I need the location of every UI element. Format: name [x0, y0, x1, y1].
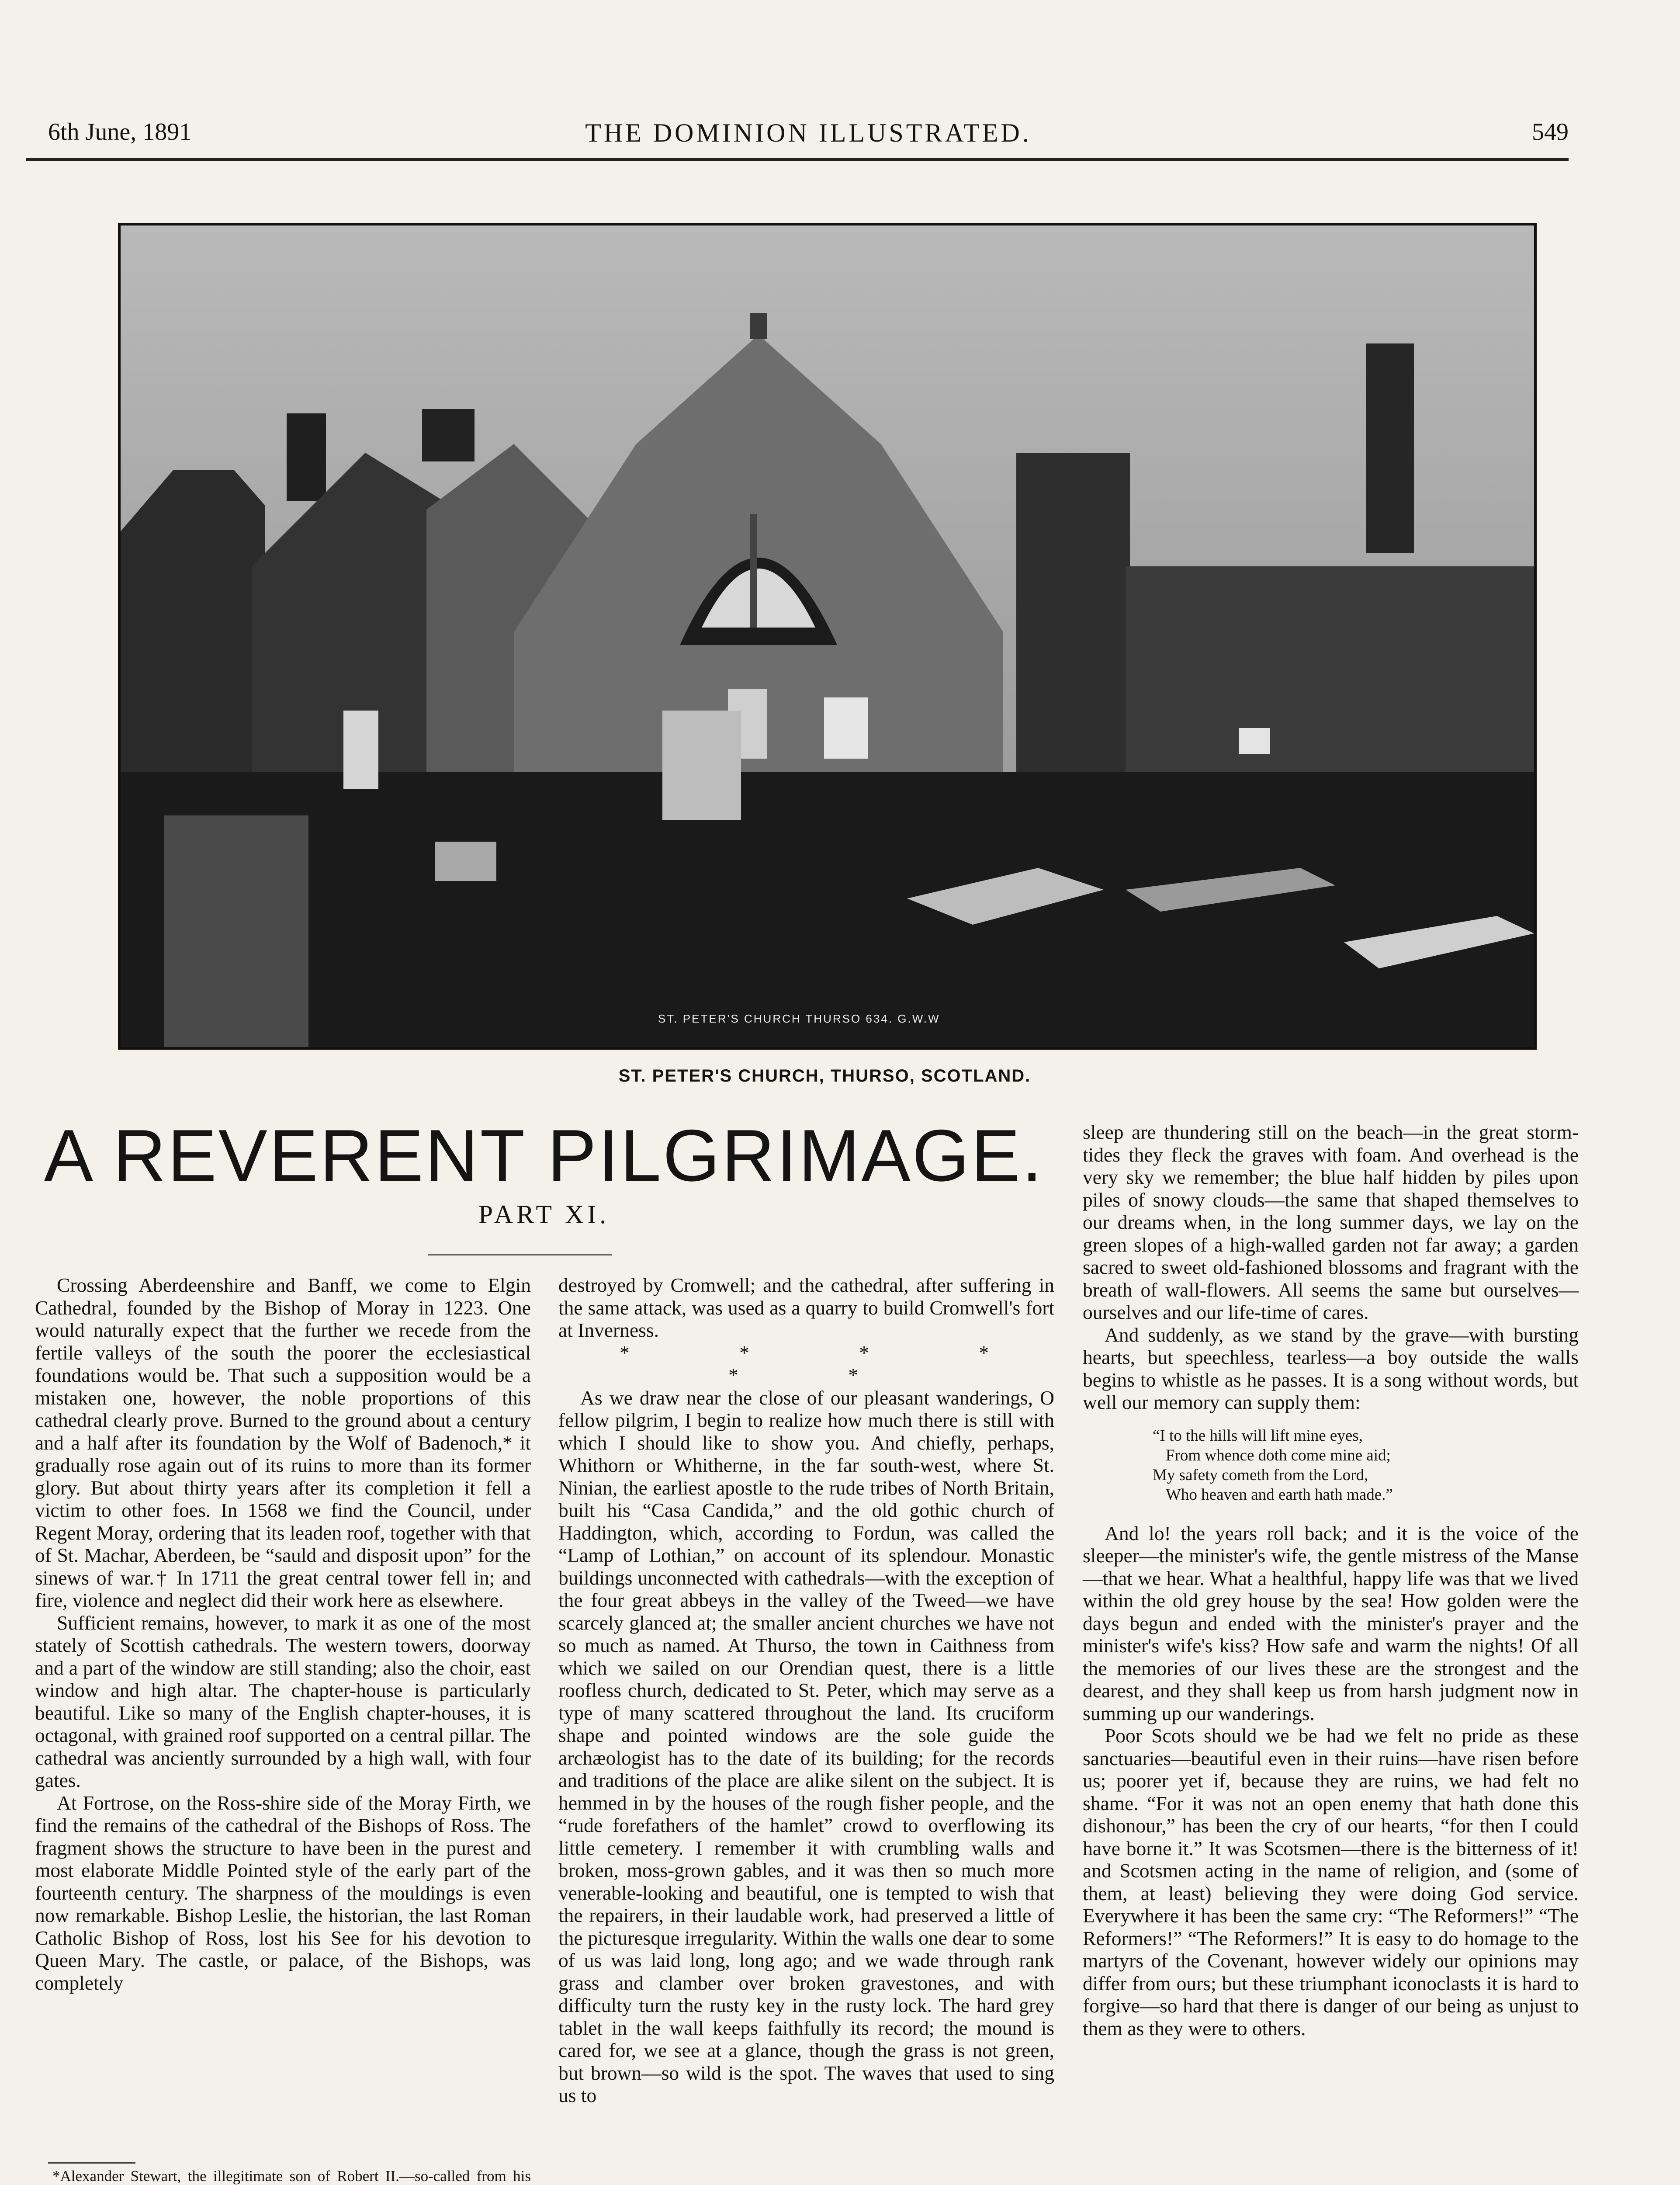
church-photograph	[118, 223, 1537, 1050]
article-title: A REVERENT PILGRIMAGE.	[44, 1114, 1044, 1197]
footnotes	[35, 2168, 531, 2185]
title-rule	[428, 1254, 612, 1256]
page-header	[48, 118, 1569, 157]
poem-line: Who heaven and earth hath made.”	[1166, 1485, 1393, 1504]
paragraph: And suddenly, as we stand by the grave—with bursting hearts, but speechless, tearless—a boy outside the walls begins to whistle as he passes. It is a song without words, but well our memory can supply them:	[1083, 1323, 1579, 1413]
poem	[1083, 1426, 1579, 1505]
paragraph: Crossing Aberdeenshire and Banff, we come to Elgin Cathedral, founded by the Bishop of Moray in 1223. One would naturally expect that the further we recede from the fertile valleys of the south the poorer the ecclesiastical foundations would be. That such a supposition would be a mistaken one, however, the noble proportions of this cathedral clearly prove. Burned to the ground about a century and a half after its foundation by the Wolf of Badenoch,* it gradually rose again out of its ruins to more than its former glory. But about thirty years after its completion it fell a victim to other foes. In 1568 we find the Council, under Regent Moray, ordering that its leaden roof, together with that of St. Machar, Aberdeen, be “sauld and disposit upon” for the sinews of war.† In 1711 the great central tower fell in; and fire, violence and neglect did their work here as elsewhere.	[35, 1274, 531, 1611]
paragraph: And lo! the years roll back; and it is the voice of the sleeper—the minister's wife, the gentle mistress of the Manse—that we hear. What a healthful, happy life was that we lived within the old grey house by the sea! How golden were the days begun and ended with the minister's prayer and the minister's wife's kiss? How safe and warm the nights! Of all the memories of our lives these are the strongest and the dearest, and they shall keep us from harsh judgment now in summing up our wanderings.	[1083, 1522, 1579, 1724]
issue-date: 6th June, 1891	[48, 118, 192, 146]
photo-inscription: ST. PETER'S CHURCH THURSO 634. G.W.W	[658, 1012, 940, 1025]
photo-caption: ST. PETER'S CHURCH, THURSO, SCOTLAND.	[618, 1066, 1031, 1086]
paragraph: sleep are thundering still on the beach—in the great storm-tides they fleck the graves with foam. And overhead is the very sky we remember; the blue half hidden by piles upon piles of snowy clouds—the same that shaped themselves to our dreams when, in the long summer days, we lay on the green slopes of a high-walled garden not far away; a garden sacred to sweet old-fashioned blossoms and fragrant with the breath of wall-flowers. All seems the same but ourselves—ourselves and our life-time of cares.	[1083, 1121, 1579, 1323]
poem-line: From whence doth come mine aid;	[1166, 1446, 1391, 1464]
paragraph: As we draw near the close of our pleasant wanderings, O fellow pilgrim, I begin to realize how much there is still with which I should like to show you. And chiefly, perhaps, Whithorn or Whitherne, in the far south-west, where St. Ninian, the earliest apostle to the rude tribes of North Britain, built his “Casa Candida,” and the old gothic church of Haddington, which, according to Fordun, was called the “Lamp of Lothian,” on account of its splendour. Monastic buildings unconnected with cathedrals—with the exception of the four great abbeys in the valley of the Tweed—we have scarcely glanced at; the smaller ancient churches we have not so much as named. At Thurso, the town in Caithness from which we sailed on our Orendian quest, there is a little roofless church, dedicated to St. Peter, which may serve as a type of many scattered throughout the land. Its cruciform shape and pointed windows are the sole guide the archæologist has to the date of its building; for the records and traditions of the place are alike silent on the subject. It is hemmed in by the houses of the rough fisher people, and the “rude forefathers of the hamlet” crowd to overflowing its little cemetery. I remember it with crumbling walls and broken, moss-grown gables, and it was then so much more venerable-looking and beautiful, one is tempted to wish that the repairers, in their laudable work, had preserved a little of the picturesque irregularity. Within the walls one dear to some of us was laid long, long ago; and we wade through rank grass and clamber over broken gravestones, and with difficulty turn the rusty key in the rusty lock. The hard grey tablet in the wall keeps faithfully its record; the mound is cared for, we see at a glance, though the grass is not green, but brown—so wild is the spot. The waves that used to sing us to	[558, 1386, 1054, 2106]
article-part: PART XI.	[478, 1200, 610, 1229]
masthead: THE DOMINION ILLUSTRATED.	[585, 118, 1032, 147]
paragraph: destroyed by Cromwell; and the cathedral, after suffering in the same attack, was used as a quarry to build Cromwell's fort at Inverness.	[558, 1274, 1054, 1341]
footnote-rule	[48, 2162, 135, 2164]
poem-line: My safety cometh from the Lord,	[1153, 1466, 1368, 1484]
column-3	[1083, 1121, 1579, 2039]
page-number: 549	[1532, 118, 1569, 146]
footnote: *Alexander Stewart, the illegitimate son of Robert II.—so-called from his	[52, 2168, 531, 2185]
section-break: * * * * * *	[619, 1341, 1042, 1386]
paragraph: Sufficient remains, however, to mark it as one of the most stately of Scottish cathedrals. The western towers, doorway and a part of the window are still standing; also the choir, east window and high altar. The chapter-house is particularly beautiful. Like so many of the English chapter-houses, it is octagonal, with grained roof supported on a central pillar. The cathedral was anciently surrounded by a high wall, with four gates.	[35, 1611, 531, 1791]
column-2	[558, 1274, 1054, 2107]
poem-line: “I to the hills will lift mine eyes,	[1153, 1426, 1363, 1445]
column-1	[35, 1274, 531, 1994]
paragraph: Poor Scots should we be had we felt no pride as these sanctuaries—beautiful even in their ruins—have risen before us; poorer yet if, because they are ruins, we had felt no shame. “For it was not an open enemy that hath done this dishonour,” has been the cry of our hearts, “for then I could have borne it.” It was Scotsmen—there is the bitterness of it! and Scotsmen acting in the name of religion, and (some of them, at least) believing they were doing God service. Everywhere it has been the same cry: “The Reformers!” “The Reformers!” “The Reformers!” It is easy to do homage to the martyrs of the Covenant, however widely our opinions may differ from ours; but these triumphant iconoclasts it is hard to forgive—so hard that there is danger of our being as unjust to them as they were to others.	[1083, 1724, 1579, 2039]
paragraph: At Fortrose, on the Ross-shire side of the Moray Firth, we find the remains of the cathedral of the Bishops of Ross. The fragment shows the structure to have been in the purest and most elaborate Middle Pointed style of the early part of the fourteenth century. The sharpness of the mouldings is even now remarkable. Bishop Leslie, the historian, the last Roman Catholic Bishop of Ross, lost his See for his devotion to Queen Mary. The castle, or palace, of the Bishops, was completely	[35, 1791, 531, 1994]
header-rule	[26, 158, 1569, 161]
church-photo-image	[121, 225, 1534, 1047]
